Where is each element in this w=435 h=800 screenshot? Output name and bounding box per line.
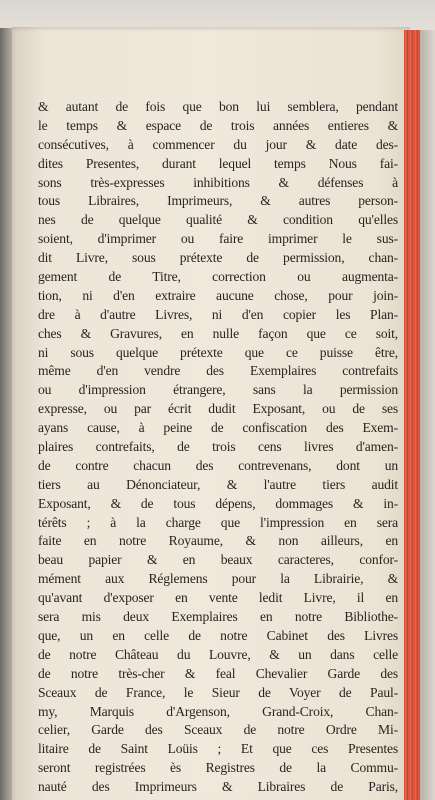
text-line: tion, ni d'en extraire aucune chose, pour join- [38,287,398,303]
text-line: celier, Garde des Sceaux de notre Ordre Mi- [38,722,398,738]
scan-backdrop [0,0,435,30]
text-line: sons très-expresses inhibitions & défenses à [38,174,398,190]
text-line: même d'en vendre des Exemplaires contrefaits [38,363,398,379]
text-line: dites Presentes, durant lequel temps Nous fai- [38,155,398,171]
text-line: ni sous quelque prétexte que ce puisse être, [38,344,398,360]
text-line: que, un en celle de notre Cabinet des Livres [38,627,398,643]
text-line: expresse, ou par écrit dudit Exposant, ou de ses [38,401,398,417]
text-line: le temps & espace de trois années entieres & [38,117,398,133]
text-line: ayans cause, à peine de confiscation des Exem- [38,420,398,436]
text-line: & autant de fois que bon lui semblera, pendant [38,99,398,114]
text-line: beau papier & en beaux caracteres, confor- [38,552,398,568]
text-line: consécutives, à commencer du jour & date des- [38,136,398,152]
text-line: my, Marquis d'Argenson, Grand-Croix, Chan- [38,703,398,719]
text-line: dit Livre, sous prétexte de permission, chan- [38,250,398,266]
text-line: nes de quelque qualité & condition qu'elles [38,212,398,228]
text-line: térêts ; à la charge que l'impression en sera [38,514,398,530]
text-line: de contre chacun des contrevenans, dont un [38,457,398,473]
text-line: tiers au Dénonciateur, & l'autre tiers audit [38,476,398,492]
text-line: dre à d'autre Livres, ni d'en copier les Plan- [38,306,398,322]
text-line: tous Libraires, Imprimeurs, & autres person- [38,193,398,209]
text-line: litaire de Saint Loüis ; Et que ces Presentes [38,741,398,757]
page-text [38,98,398,797]
red-page-edge [404,30,420,800]
text-line: sera mis deux Exemplaires en notre Bibliothe- [38,609,398,625]
page-edge-shadow [420,30,435,800]
text-line: nauté des Imprimeurs & Libraires de Paris, [38,779,398,795]
text-line: seront registrées ès Registres de la Commu- [38,760,398,776]
text-line: Sceaux de France, le Sieur de Voyer de Paul- [38,684,398,700]
text-line: mément aux Réglemens pour la Librairie, & [38,571,398,587]
text-line: plaires contrefaits, de trois cens livres d'amen- [38,439,398,455]
text-line: soient, d'imprimer ou faire imprimer le sus- [38,231,398,247]
text-line: de notre Château du Louvre, & un dans celle [38,646,398,662]
text-line: ches & Gravures, en nulle façon que ce soit, [38,325,398,341]
text-line: gement de Titre, correction ou augmenta- [38,269,398,285]
text-line: faite en notre Royaume, & non ailleurs, en [38,533,398,549]
text-line: qu'avant d'exposer en vente ledit Livre, il en [38,590,398,606]
text-line: ou d'impression étrangere, sans la permission [38,382,398,398]
text-line: Exposant, & de tous dépens, dommages & in- [38,495,398,511]
text-line: de notre très-cher & feal Chevalier Garde des [38,665,398,681]
